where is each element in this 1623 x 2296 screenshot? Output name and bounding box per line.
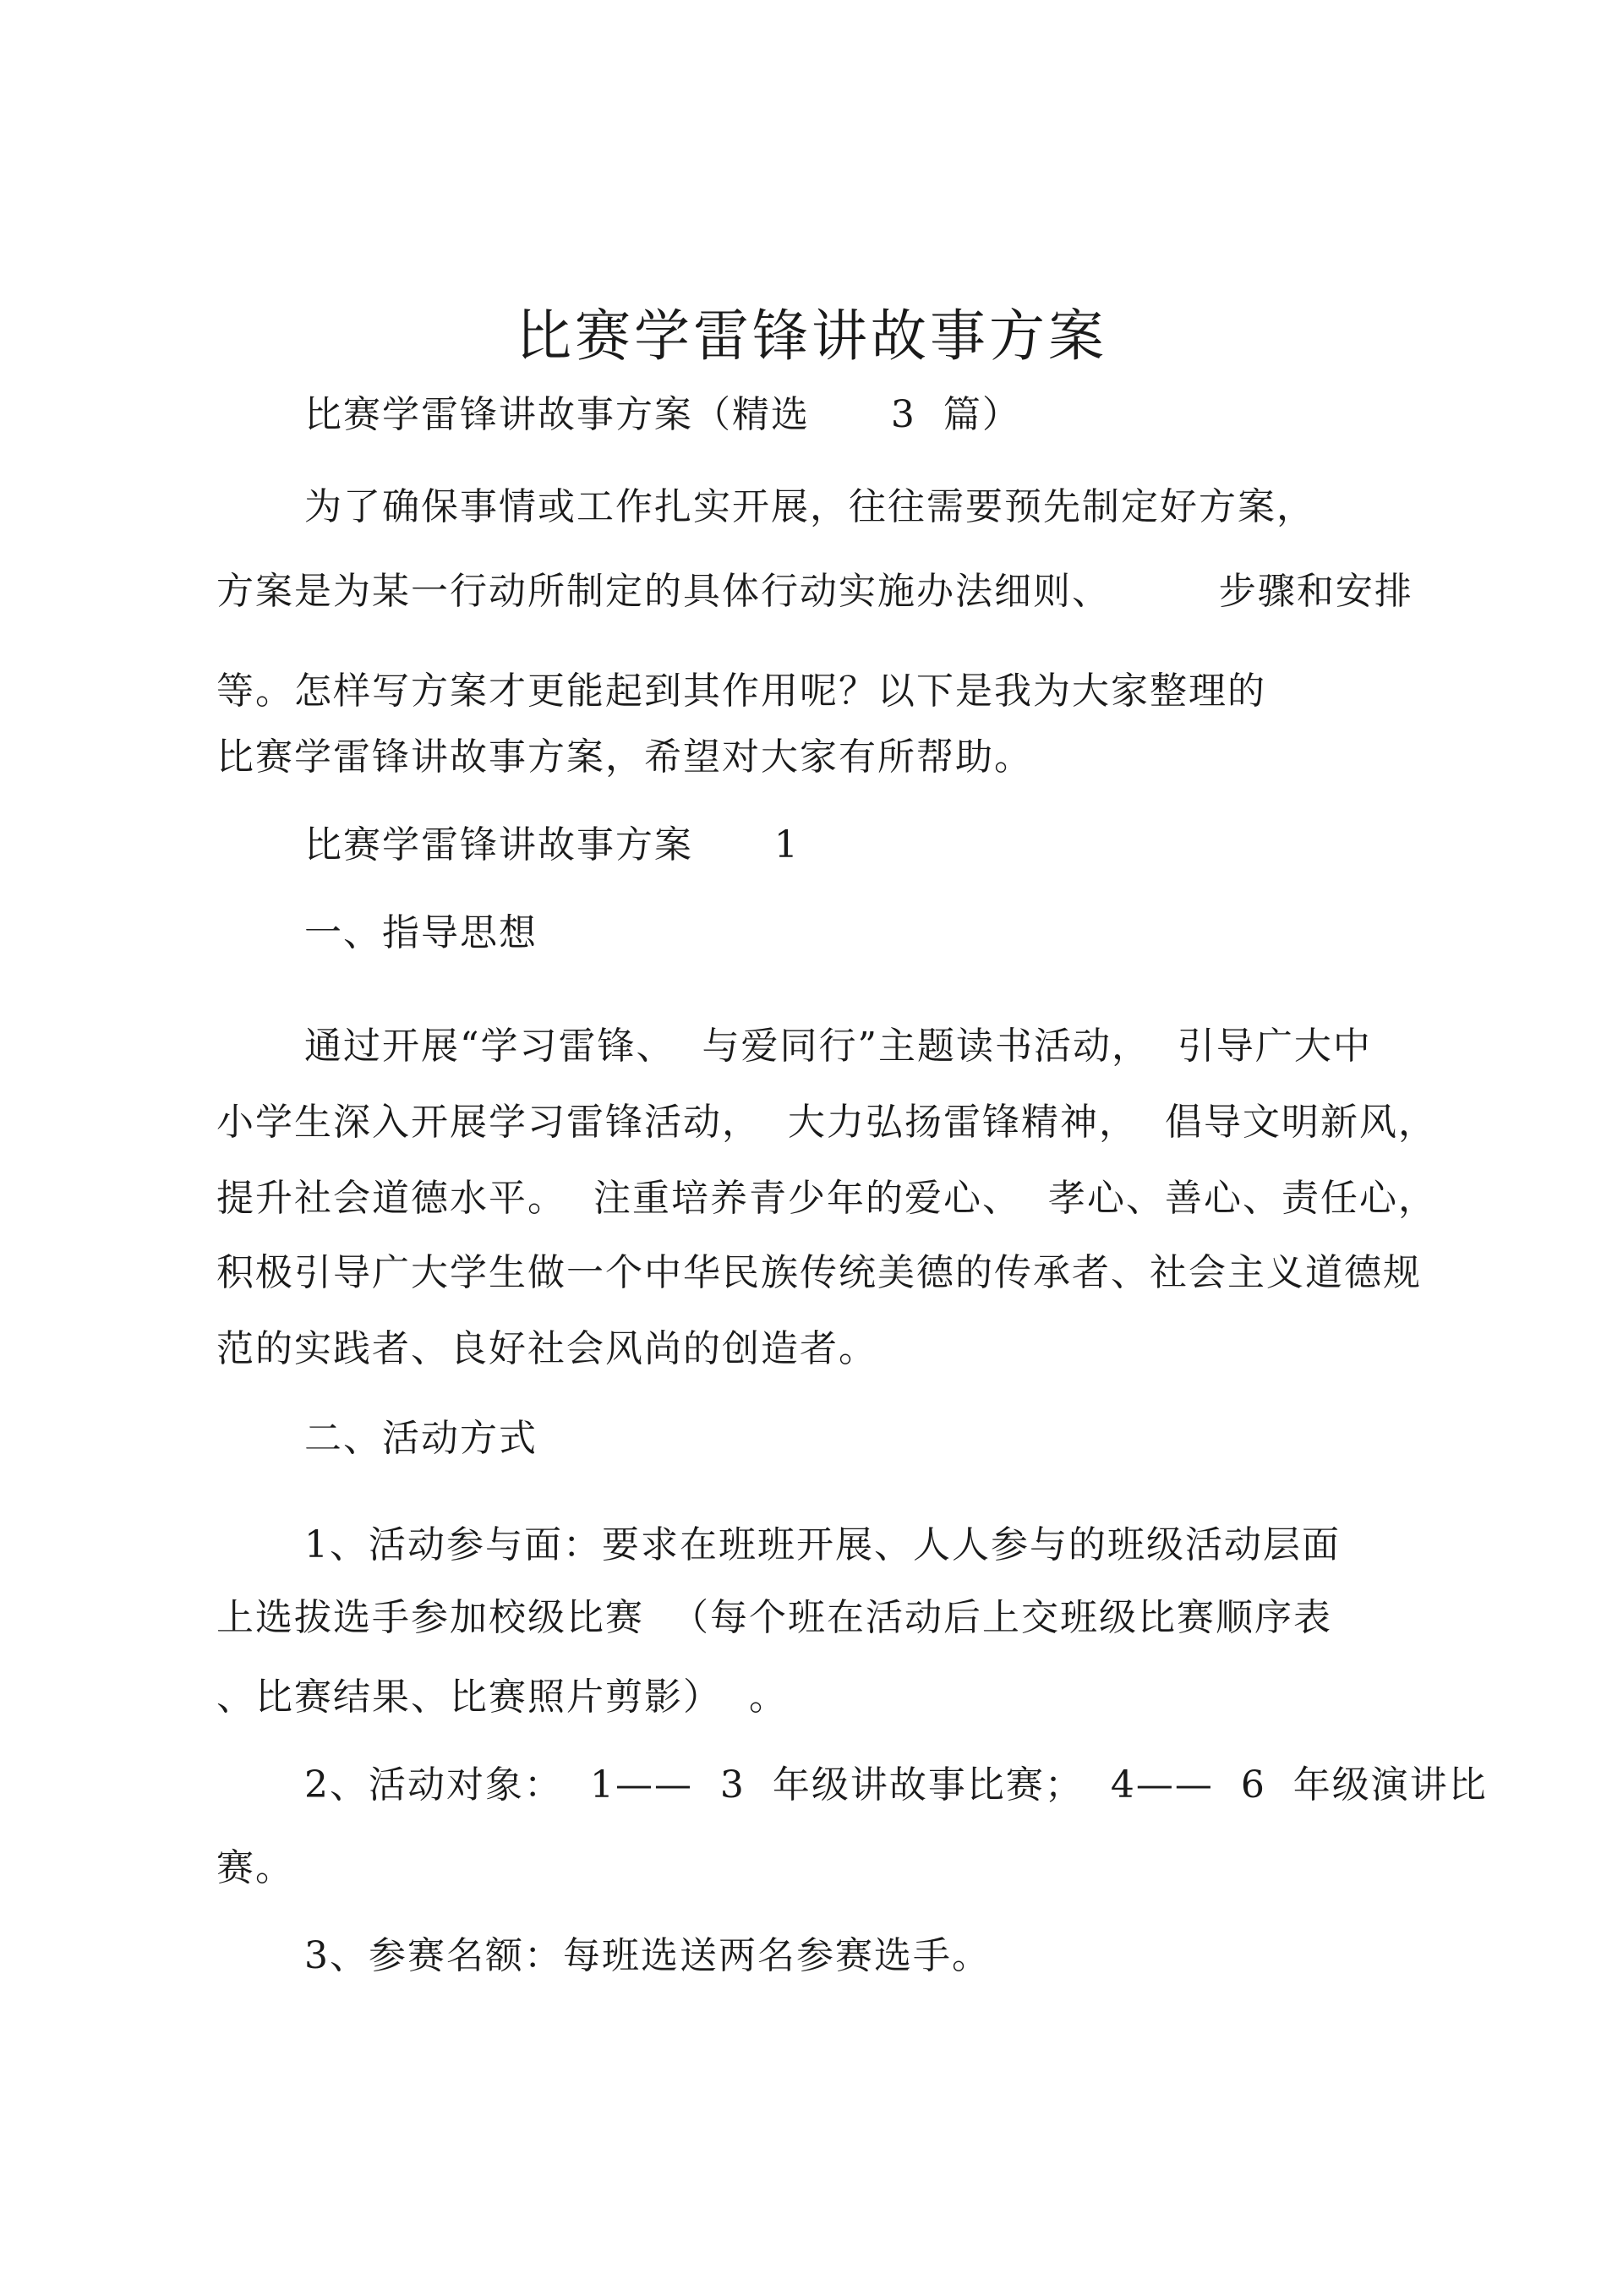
part2-heading: 二、活动方式 xyxy=(304,1417,538,1460)
part1-paragraph-line-3: 提升社会道德水平。 注重培养青少年的爱心、 孝心、善心、责任心， xyxy=(216,1177,1437,1220)
intro-line-2: 方案是为某一行动所制定的具体行动实施办法细则、 步骤和安排 xyxy=(216,570,1413,613)
part2-item1-line-1: 1、活动参与面：要求在班班开展、人人参与的班级活动层面 xyxy=(304,1523,1341,1566)
part1-paragraph-line-5: 范的实践者、良好社会风尚的创造者。 xyxy=(216,1327,877,1370)
part2-item1-line-2: 上选拔选手参加校级比赛 （每个班在活动后上交班级比赛顺序表 xyxy=(216,1596,1332,1639)
section-heading: 比赛学雷锋讲故事方案 1 xyxy=(304,823,800,866)
part2-item2-line-2: 赛。 xyxy=(216,1846,294,1889)
part1-paragraph-line-4: 积极引导广大学生做一个中华民族传统美德的传承者、社会主义道德规 xyxy=(216,1251,1422,1294)
part2-item1-line-3: 、比赛结果、比赛照片剪影） 。 xyxy=(216,1676,788,1719)
part2-item2-line-1: 2、活动对象： 1—— 3 年级讲故事比赛； 4—— 6 年级演讲比 xyxy=(304,1763,1488,1807)
document-subtitle: 比赛学雷锋讲故事方案（精选 3 篇） xyxy=(304,393,1021,436)
document-title: 比赛学雷锋讲故事方案 xyxy=(516,303,1107,369)
intro-line-1: 为了确保事情或工作扎实开展，往往需要预先制定好方案， xyxy=(304,485,1315,528)
intro-line-3: 等。怎样写方案才更能起到其作用呢？以下是我为大家整理的 xyxy=(216,670,1266,713)
part1-paragraph-line-1: 通过开展“学习雷锋、 与爱同行”主题读书活动， 引导广大中 xyxy=(304,1025,1372,1068)
intro-line-4: 比赛学雷锋讲故事方案，希望对大家有所帮助。 xyxy=(216,735,1033,779)
part2-item3: 3、参赛名额：每班选送两名参赛选手。 xyxy=(304,1934,991,1977)
part1-paragraph-line-2: 小学生深入开展学习雷锋活动， 大力弘扬雷锋精神， 倡导文明新风， xyxy=(216,1101,1437,1144)
part1-heading: 一、指导思想 xyxy=(304,911,538,954)
